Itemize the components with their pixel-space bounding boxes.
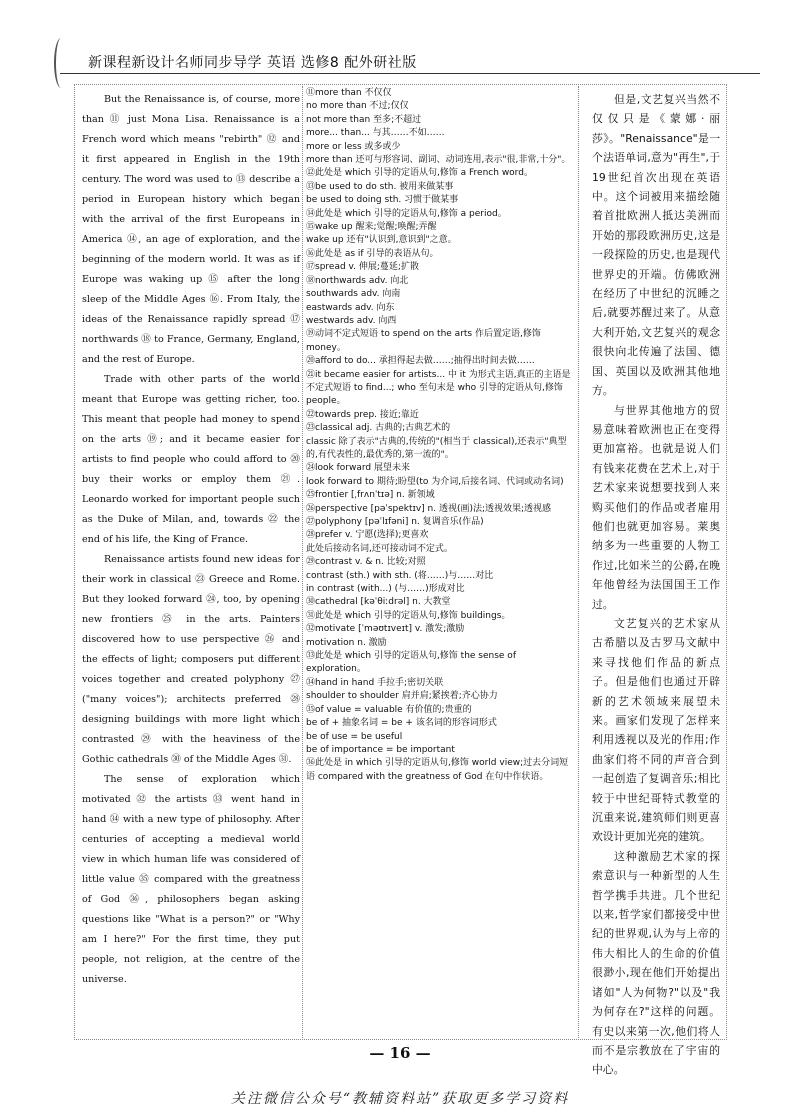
note-line: ㉝此处是 which 引导的定语从句,修饰 the sense of exploration。 (306, 651, 516, 675)
note-line: southwards adv. 向南 (306, 289, 401, 300)
note-line: ㉔look forward 展望未来 (306, 463, 410, 474)
note-line: more or less 或多或少 (306, 141, 401, 152)
page-header (60, 50, 760, 74)
note-line: ㉟of value = valuable 有价值的;贵重的 (306, 704, 472, 715)
note-line: classic 除了表示"古典的,传统的"(相当于 classical),还表示"典型的,有代表性的,最优秀的,第一流的"。 (306, 436, 567, 460)
header-decoration (54, 38, 68, 88)
note-line: be of use = be useful (306, 731, 403, 742)
note-line: ⑱northwards adv. 向北 (306, 275, 409, 286)
header-title: 新课程新设计名师同步导学 英语 选修8 配外研社版 (88, 55, 417, 71)
note-line: ⑲动词不定式短语 to spend on the arts 作后置定语,修饰 money。 (306, 329, 541, 353)
note-line: ㉕frontier [ˌfrʌnˈtɪə] n. 新领域 (306, 490, 435, 501)
note-line: eastwards adv. 向东 (306, 302, 395, 313)
chinese-paragraph-1: 但是,文艺复兴当然不仅仅只是《蒙娜·丽莎》。"Renaissance"是一个法语单词,意为"再生",于19世纪首次出现在英语中。这个词被用来描绘随着首批欧洲人抵达美洲而开始的那段欧洲历史,这是一段探险的历史,也是现代世界史的开端。仿佛欧洲在经历了中世纪的沉睡之后,就要苏醒过来了。从意大利开始,文艺复兴的观念很快向北传遍了法国、德国、英国以及欧洲其他地方。 (592, 93, 720, 398)
vocabulary-notes-column (302, 86, 579, 1038)
note-line: be of + 抽象名词 = be + 该名词的形容词形式 (306, 718, 497, 729)
note-line: wake up 还有"认识到,意识到"之意。 (306, 235, 457, 246)
footer-note: 关注微信公众号“教辅资料站”获取更多学习资料 (230, 1091, 570, 1107)
note-line: ㉗polyphony [pəˈlɪfəni] n. 复调音乐(作品) (306, 517, 484, 527)
note-line: ㉙contrast v. & n. 比较;对照 (306, 557, 426, 568)
note-line: ㉚cathedral [kəˈθiːdrəl] n. 大教堂 (306, 597, 451, 608)
page-number: — 16 — (369, 1044, 431, 1062)
chinese-paragraph-3: 文艺复兴的艺术家从古希腊以及古罗马文献中来寻找他们作品的新点子。但是他们也通过开辟新的艺术领域来展望未来。画家们发现了怎样来利用透视以及光的作用;作曲家们将不同的声音合到一起创造了复调音乐;相比较于中世纪哥特式教堂的沉重来说,建筑师们则更喜欢设计更加光亮的建筑。 (592, 616, 720, 844)
note-line: ㉒towards prep. 接近;靠近 (306, 409, 419, 420)
note-line: be of importance = be important (306, 744, 455, 755)
english-text-column (82, 90, 300, 990)
chinese-paragraph-2: 与世界其他地方的贸易意味着欧洲也正在变得更加富裕。也就是说人们有钱来花费在艺术上,对于艺术家来说想要找到人来购买他们的作品或者雇用他们也就更加容易。莱奥纳多为一些重要的人物工作过,比如米兰的公爵,在晚年他曾经为法国国王工作过。 (592, 403, 720, 611)
note-line: ㉛此处是 which 引导的定语从句,修饰 buildings。 (306, 610, 511, 621)
note-line: not more than 至多;不超过 (306, 114, 422, 125)
chinese-paragraph-4: 这种激励艺术家的探索意识与一种新型的人生哲学携手共进。几个世纪以来,哲学家们都接受中世纪的世界观,认为与上帝的伟大相比人的生命的价值很渺小,现在他们开始提出诸如"人为何物?"以及"我为何存在?"这样的问题。有史以来第一次,他们将人而不是宗教放在了宇宙的中心。 (592, 849, 720, 1077)
note-line: ㊱此处是 in which 引导的定语从句,修饰 world view;过去分词短语 compared with the greatness of God 在句中作状语。 (306, 758, 569, 782)
note-line: ⑫此处是 which 引导的定语从句,修饰 a French word。 (306, 168, 533, 179)
note-line: ㉜motivate [ˈməʊtɪveɪt] v. 激发;激励 (306, 624, 465, 635)
note-line: 此处后接动名词,还可接动词不定式。 (306, 543, 453, 554)
note-line: shoulder to shoulder 肩并肩;紧挨着;齐心协力 (306, 691, 498, 702)
note-line: motivation n. 激励 (306, 637, 387, 648)
english-paragraph-4: The sense of exploration which motivated ㉜ the artists ㉝ went hand in hand ㉞ with a new type of philosophy. After centuries of accepting a medieval world view in which human life was considered of little value ㉟ compared with the greatness of God ㊱, philosophers began asking questions like "What is a person?" or "Why am I here?" For the first time, they put people, not religion, at the centre of the universe. (82, 774, 300, 985)
note-line: ㉘prefer v. 宁愿(选择);更喜欢 (306, 530, 429, 541)
note-line: ⑯此处是 as if 引导的表语从句。 (306, 248, 439, 259)
note-line: look forward to 期待;盼望(to 为介词,后接名词、代词或动名词) (306, 476, 564, 487)
note-line: contrast (sth.) with sth. (将……)与……对比 (306, 570, 494, 581)
note-line: westwards adv. 向西 (306, 315, 397, 326)
note-line: ⑭此处是 which 引导的定语从句,修饰 a period。 (306, 208, 507, 219)
english-paragraph-3: Renaissance artists found new ideas for their work in classical ㉓ Greece and Rome. But they looked forward ㉔, too, by opening new frontiers ㉕ in the arts. Painters discovered how to use perspective ㉖ and the effects of light; composers put different voices together and created polyphony ㉗ ("many voices"); architects preferred ㉘ designing buildings with more light which contrasted ㉙ with the heaviness of the Gothic cathedrals ㉚ of the Middle Ages ㉛. (82, 554, 300, 765)
note-line: ⑪more than 不仅仅 (306, 88, 392, 98)
note-line: no more than 不过;仅仅 (306, 101, 409, 112)
note-line: in contrast (with...) (与……)形成对比 (306, 584, 465, 595)
english-paragraph-2: Trade with other parts of the world meant that Europe was getting richer, too. This meant that people had money to spend on the arts ⑲; and it became easier for artists to find people who could afford to ⑳ buy their works or employ them ㉑. Leonardo worked for important people such as the Duke of Milan, and, towards ㉒ the end of his life, the King of France. (82, 374, 300, 545)
note-line: ⑮wake up 醒来;觉醒;唤醒;弄醒 (306, 222, 437, 233)
note-line: ⑬be used to do sth. 被用来做某事 (306, 181, 454, 192)
note-line: ⑳afford to do... 承担得起去做……;抽得出时间去做…… (306, 356, 535, 367)
note-line: ㉖perspective [pəˈspektɪv] n. 透视(画)法;透视效果;透视感 (306, 503, 552, 514)
note-line: be used to doing sth. 习惯于做某事 (306, 195, 459, 206)
chinese-translation-column (592, 90, 720, 1080)
note-line: ㉓classical adj. 古典的;古典艺术的 (306, 423, 451, 434)
english-paragraph-1: But the Renaissance is, of course, more than ⑪ just Mona Lisa. Renaissance is a French word which means "rebirth" ⑫ and it first appeared in English in the 19th century. The word was used to ⑬ describe a period in European history which began with the arrival of the first Europeans in America ⑭, an age of exploration, and the beginning of the modern world. It was as if Europe was waking up ⑮ after the long sleep of the Middle Ages ⑯. From Italy, the ideas of the Renaissance rapidly spread ⑰ northwards ⑱ to France, Germany, England, and the rest of Europe. (82, 94, 300, 365)
note-line: more than 还可与形容词、副词、动词连用,表示"很,非常,十分"。 (306, 155, 571, 166)
note-line: ⑰spread v. 伸展;蔓延;扩散 (306, 262, 419, 273)
note-line: ㉑it became easier for artists... 中 it 为形式主语,真正的主语是不定式短语 to find...; who 至句末是 who 引导的定语从句,修饰 people。 (306, 369, 571, 407)
note-line: ㉞hand in hand 手拉手;密切关联 (306, 677, 444, 688)
note-line: more... than... 与其……不如…… (306, 128, 445, 139)
